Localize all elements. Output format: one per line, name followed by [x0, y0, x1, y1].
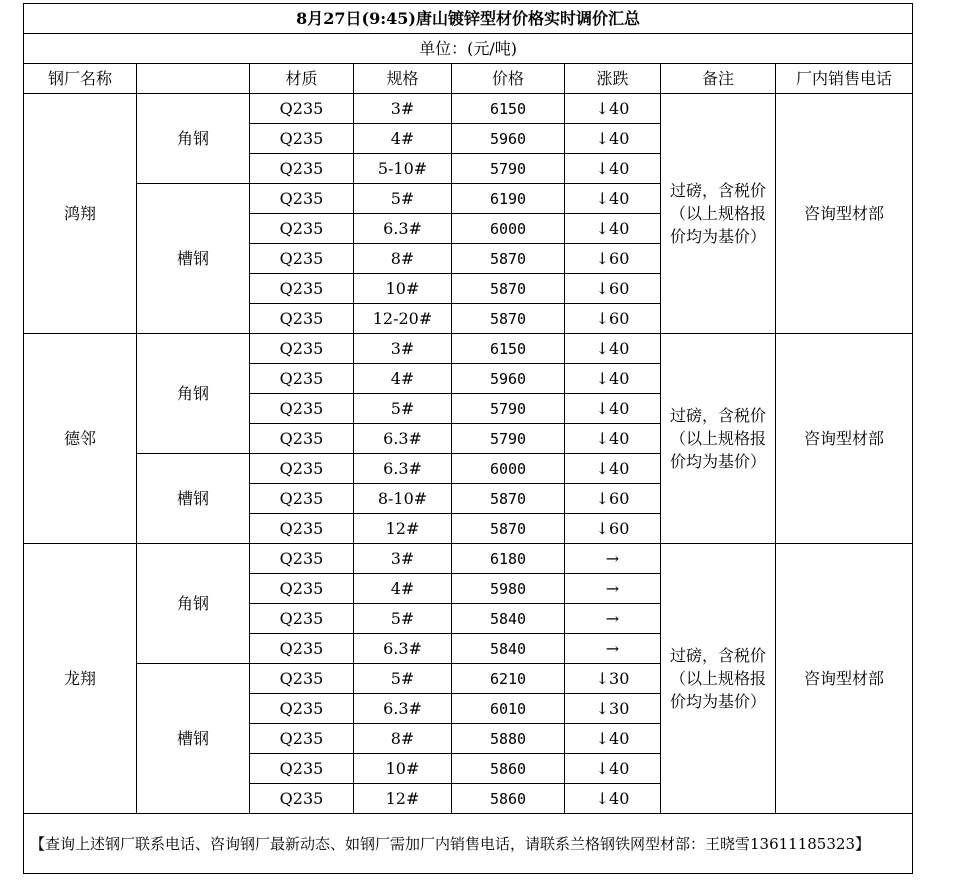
change-cell: → — [565, 544, 661, 574]
footer-contact-note: 【查询上述钢厂联系电话、咨询钢厂最新动态、如钢厂需加厂内销售电话，请联系兰格钢铁网型材部：王晓雪13611185323】 — [24, 814, 913, 874]
unit-row — [24, 34, 913, 64]
spec-cell: 4# — [354, 124, 452, 154]
price-cell: 5790 — [452, 424, 565, 454]
price-cell: 6000 — [452, 454, 565, 484]
price-cell: 5870 — [452, 304, 565, 334]
header-material: 材质 — [250, 64, 354, 94]
spec-cell: 10# — [354, 274, 452, 304]
header-mill: 钢厂名称 — [24, 64, 137, 94]
change-cell: ↓40 — [565, 334, 661, 364]
material-cell: Q235 — [250, 424, 354, 454]
spec-cell: 6.3# — [354, 454, 452, 484]
spec-cell: 6.3# — [354, 214, 452, 244]
material-cell: Q235 — [250, 154, 354, 184]
spec-cell: 3# — [354, 544, 452, 574]
price-cell: 5960 — [452, 364, 565, 394]
change-cell: → — [565, 604, 661, 634]
spec-cell: 10# — [354, 754, 452, 784]
change-cell: ↓40 — [565, 784, 661, 814]
change-cell: → — [565, 574, 661, 604]
price-cell: 5870 — [452, 484, 565, 514]
price-cell: 6210 — [452, 664, 565, 694]
material-cell: Q235 — [250, 214, 354, 244]
material-cell: Q235 — [250, 364, 354, 394]
spec-cell: 6.3# — [354, 634, 452, 664]
change-cell: ↓60 — [565, 274, 661, 304]
price-cell: 5880 — [452, 724, 565, 754]
spec-cell: 5-10# — [354, 154, 452, 184]
spec-cell: 12# — [354, 514, 452, 544]
category-name: 槽钢 — [137, 454, 250, 544]
material-cell: Q235 — [250, 574, 354, 604]
price-cell: 5980 — [452, 574, 565, 604]
price-cell: 5870 — [452, 244, 565, 274]
spec-cell: 12# — [354, 784, 452, 814]
material-cell: Q235 — [250, 784, 354, 814]
spec-cell: 5# — [354, 184, 452, 214]
note-cell: 过磅，含税价（以上规格报价均为基价） — [661, 334, 776, 544]
change-cell: ↓40 — [565, 394, 661, 424]
price-cell: 5870 — [452, 274, 565, 304]
change-cell: ↓40 — [565, 184, 661, 214]
title-row — [24, 4, 913, 34]
change-cell: → — [565, 634, 661, 664]
note-cell: 过磅，含税价（以上规格报价均为基价） — [661, 94, 776, 334]
price-cell: 5860 — [452, 784, 565, 814]
table-row — [24, 334, 913, 364]
header-price: 价格 — [452, 64, 565, 94]
change-cell: ↓40 — [565, 454, 661, 484]
material-cell: Q235 — [250, 694, 354, 724]
material-cell: Q235 — [250, 394, 354, 424]
change-cell: ↓60 — [565, 244, 661, 274]
spec-cell: 6.3# — [354, 424, 452, 454]
price-cell: 6180 — [452, 544, 565, 574]
spec-cell: 4# — [354, 364, 452, 394]
spec-cell: 5# — [354, 604, 452, 634]
header-category — [137, 64, 250, 94]
change-cell: ↓40 — [565, 124, 661, 154]
change-cell: ↓40 — [565, 424, 661, 454]
material-cell: Q235 — [250, 754, 354, 784]
phone-cell: 咨询型材部 — [776, 544, 913, 814]
price-cell: 5840 — [452, 604, 565, 634]
price-cell: 6000 — [452, 214, 565, 244]
table-title: 8月27日(9:45)唐山镀锌型材价格实时调价汇总 — [24, 4, 913, 34]
note-cell: 过磅，含税价（以上规格报价均为基价） — [661, 544, 776, 814]
change-cell: ↓60 — [565, 514, 661, 544]
change-cell: ↓40 — [565, 724, 661, 754]
change-cell: ↓60 — [565, 304, 661, 334]
change-cell: ↓30 — [565, 694, 661, 724]
change-cell: ↓40 — [565, 214, 661, 244]
material-cell: Q235 — [250, 274, 354, 304]
spec-cell: 5# — [354, 664, 452, 694]
header-phone: 厂内销售电话 — [776, 64, 913, 94]
material-cell: Q235 — [250, 124, 354, 154]
price-cell: 5960 — [452, 124, 565, 154]
unit-label: 单位：(元/吨) — [24, 34, 913, 64]
price-cell: 5860 — [452, 754, 565, 784]
spec-cell: 3# — [354, 94, 452, 124]
header-row — [24, 64, 913, 94]
material-cell: Q235 — [250, 484, 354, 514]
table-row — [24, 94, 913, 124]
price-cell: 5870 — [452, 514, 565, 544]
change-cell: ↓40 — [565, 94, 661, 124]
price-cell: 6190 — [452, 184, 565, 214]
table-row — [24, 544, 913, 574]
material-cell: Q235 — [250, 304, 354, 334]
material-cell: Q235 — [250, 94, 354, 124]
material-cell: Q235 — [250, 334, 354, 364]
material-cell: Q235 — [250, 724, 354, 754]
change-cell: ↓40 — [565, 754, 661, 784]
change-cell: ↓40 — [565, 154, 661, 184]
category-name: 角钢 — [137, 544, 250, 664]
price-cell: 6150 — [452, 334, 565, 364]
mill-name: 德邻 — [24, 334, 137, 544]
material-cell: Q235 — [250, 664, 354, 694]
mill-name: 鸿翔 — [24, 94, 137, 334]
phone-cell: 咨询型材部 — [776, 334, 913, 544]
material-cell: Q235 — [250, 514, 354, 544]
header-change: 涨跌 — [565, 64, 661, 94]
material-cell: Q235 — [250, 184, 354, 214]
header-spec: 规格 — [354, 64, 452, 94]
change-cell: ↓40 — [565, 364, 661, 394]
change-cell: ↓60 — [565, 484, 661, 514]
price-cell: 6150 — [452, 94, 565, 124]
phone-cell: 咨询型材部 — [776, 94, 913, 334]
footer-row — [24, 814, 913, 874]
category-name: 角钢 — [137, 94, 250, 184]
price-cell: 5790 — [452, 154, 565, 184]
material-cell: Q235 — [250, 454, 354, 484]
change-cell: ↓30 — [565, 664, 661, 694]
spec-cell: 8# — [354, 724, 452, 754]
spec-cell: 3# — [354, 334, 452, 364]
price-cell: 5840 — [452, 634, 565, 664]
spec-cell: 4# — [354, 574, 452, 604]
material-cell: Q235 — [250, 604, 354, 634]
spec-cell: 5# — [354, 394, 452, 424]
category-name: 角钢 — [137, 334, 250, 454]
spec-cell: 12-20# — [354, 304, 452, 334]
mill-name: 龙翔 — [24, 544, 137, 814]
category-name: 槽钢 — [137, 664, 250, 814]
material-cell: Q235 — [250, 634, 354, 664]
header-note: 备注 — [661, 64, 776, 94]
spec-cell: 6.3# — [354, 694, 452, 724]
material-cell: Q235 — [250, 544, 354, 574]
price-table — [23, 3, 913, 874]
material-cell: Q235 — [250, 244, 354, 274]
price-cell: 6010 — [452, 694, 565, 724]
spec-cell: 8-10# — [354, 484, 452, 514]
spec-cell: 8# — [354, 244, 452, 274]
category-name: 槽钢 — [137, 184, 250, 334]
price-cell: 5790 — [452, 394, 565, 424]
